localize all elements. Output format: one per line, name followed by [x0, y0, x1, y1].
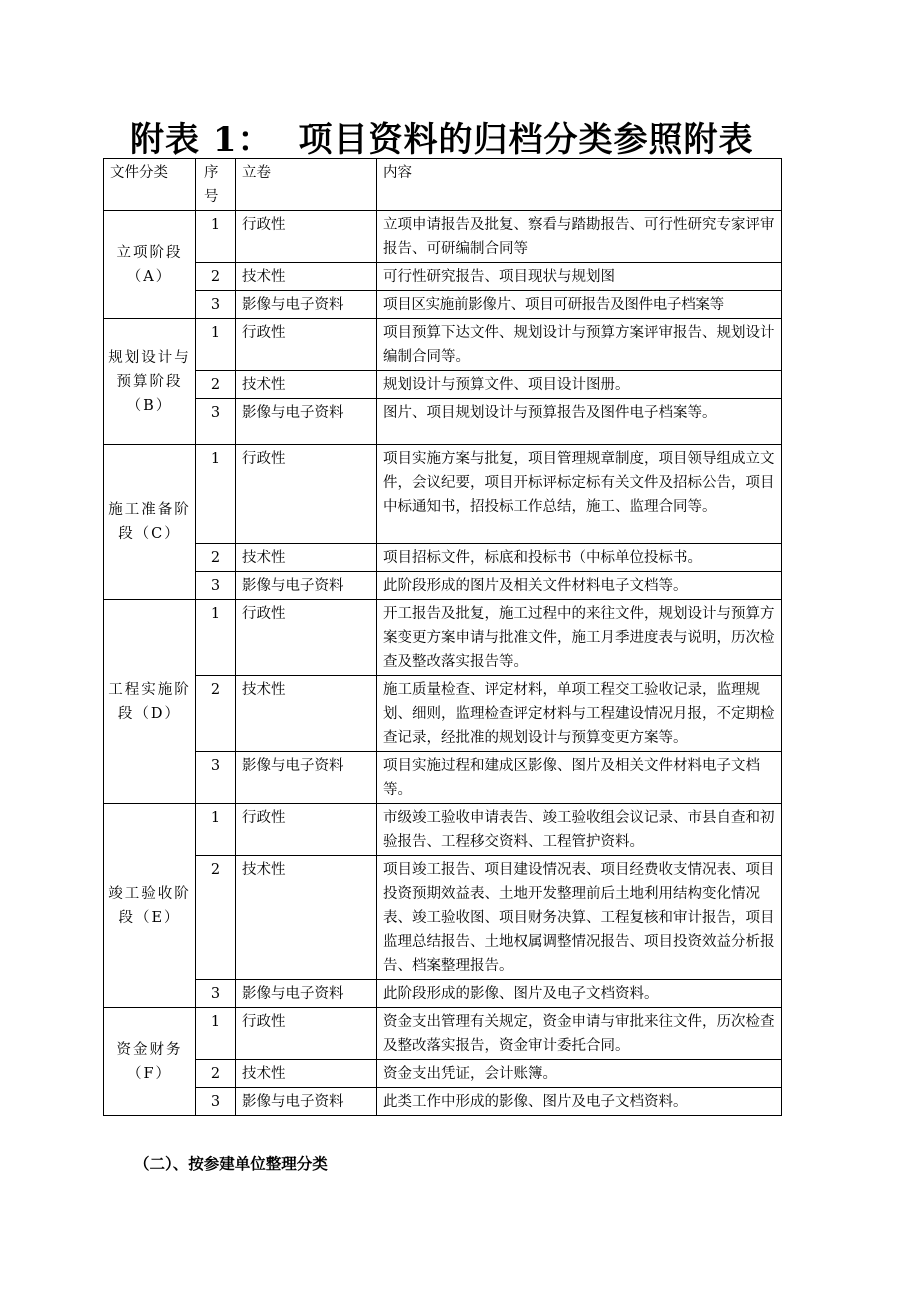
volume-cell: 行政性 — [236, 804, 377, 856]
table-row — [104, 445, 782, 544]
volume-cell: 技术性 — [236, 856, 377, 980]
volume-cell: 行政性 — [236, 445, 377, 544]
content-cell: 此阶段形成的图片及相关文件材料电子文档等。 — [377, 572, 782, 600]
content-cell: 规划设计与预算文件、项目设计图册。 — [377, 371, 782, 399]
content-cell: 开工报告及批复，施工过程中的来往文件，规划设计与预算方案变更方案申请与批准文件，施工月季进度表与说明，历次检查及整改落实报告等。 — [377, 600, 782, 676]
content-cell: 项目竣工报告、项目建设情况表、项目经费收支情况表、项目投资预期效益表、土地开发整理前后土地利用结构变化情况表、竣工验收图、项目财务决算、工程复核和审计报告，项目监理总结报告、土地权属调整情况报告、项目投资效益分析报告、档案整理报告。 — [377, 856, 782, 980]
table-row — [104, 1088, 782, 1116]
table-row — [104, 676, 782, 752]
volume-cell: 技术性 — [236, 371, 377, 399]
seq-cell: 3 — [196, 399, 236, 445]
table-row — [104, 399, 782, 445]
seq-cell: 3 — [196, 752, 236, 804]
table-row — [104, 1060, 782, 1088]
seq-cell: 1 — [196, 600, 236, 676]
page-title — [130, 112, 754, 161]
volume-cell: 影像与电子资料 — [236, 291, 377, 319]
table-row — [104, 291, 782, 319]
seq-cell: 2 — [196, 371, 236, 399]
volume-cell: 影像与电子资料 — [236, 752, 377, 804]
content-cell: 项目实施方案与批复，项目管理规章制度，项目领导组成立文件，会议纪要，项目开标评标定标有关文件及招标公告，项目中标通知书，招投标工作总结，施工、监理合同等。 — [377, 445, 782, 544]
header-volume: 立卷 — [236, 159, 377, 211]
title-text: 项目资料的归档分类参照附表 — [298, 120, 754, 160]
seq-cell: 2 — [196, 1060, 236, 1088]
stage-cell: 竣工验收阶段（E） — [104, 804, 196, 1008]
table-row — [104, 752, 782, 804]
stage-cell: 施工准备阶段（C） — [104, 445, 196, 600]
table-row — [104, 211, 782, 263]
seq-cell: 3 — [196, 980, 236, 1008]
volume-cell: 影像与电子资料 — [236, 399, 377, 445]
seq-cell: 1 — [196, 319, 236, 371]
table-header-row — [104, 159, 782, 211]
table-row — [104, 804, 782, 856]
volume-cell: 行政性 — [236, 319, 377, 371]
volume-cell: 技术性 — [236, 544, 377, 572]
section-heading: （二）、按参建单位整理分类 — [134, 1154, 328, 1173]
stage-cell: 资金财务（F） — [104, 1008, 196, 1116]
content-cell: 资金支出管理有关规定，资金申请与审批来往文件，历次检查及整改落实报告，资金审计委托合同。 — [377, 1008, 782, 1060]
seq-cell: 2 — [196, 676, 236, 752]
content-cell: 此阶段形成的影像、图片及电子文档资料。 — [377, 980, 782, 1008]
content-cell: 项目区实施前影像片、项目可研报告及图件电子档案等 — [377, 291, 782, 319]
table-row — [104, 544, 782, 572]
table-row — [104, 371, 782, 399]
header-seq: 序号 — [196, 159, 236, 211]
seq-cell: 2 — [196, 263, 236, 291]
volume-cell: 技术性 — [236, 263, 377, 291]
archive-classification-table — [103, 158, 782, 1116]
content-cell: 市级竣工验收申请表告、竣工验收组会议记录、市县自查和初验报告、工程移交资料、工程管护资料。 — [377, 804, 782, 856]
seq-cell: 2 — [196, 856, 236, 980]
seq-cell: 3 — [196, 291, 236, 319]
volume-cell: 行政性 — [236, 600, 377, 676]
table-row — [104, 263, 782, 291]
header-category: 文件分类 — [104, 159, 196, 211]
content-cell: 项目预算下达文件、规划设计与预算方案评审报告、规划设计编制合同等。 — [377, 319, 782, 371]
content-cell: 项目招标文件，标底和投标书（中标单位投标书。 — [377, 544, 782, 572]
title-label: 附表 1： — [130, 120, 273, 160]
table-row — [104, 980, 782, 1008]
seq-cell: 3 — [196, 572, 236, 600]
table-row — [104, 319, 782, 371]
table-row — [104, 600, 782, 676]
stage-cell: 立项阶段（A） — [104, 211, 196, 319]
content-cell: 此类工作中形成的影像、图片及电子文档资料。 — [377, 1088, 782, 1116]
table-row — [104, 1008, 782, 1060]
seq-cell: 1 — [196, 804, 236, 856]
volume-cell: 技术性 — [236, 676, 377, 752]
content-cell: 图片、项目规划设计与预算报告及图件电子档案等。 — [377, 399, 782, 445]
table-row — [104, 572, 782, 600]
volume-cell: 技术性 — [236, 1060, 377, 1088]
volume-cell: 行政性 — [236, 211, 377, 263]
volume-cell: 影像与电子资料 — [236, 1088, 377, 1116]
volume-cell: 行政性 — [236, 1008, 377, 1060]
content-cell: 资金支出凭证，会计账簿。 — [377, 1060, 782, 1088]
content-cell: 项目实施过程和建成区影像、图片及相关文件材料电子文档等。 — [377, 752, 782, 804]
seq-cell: 2 — [196, 544, 236, 572]
content-cell: 施工质量检查、评定材料，单项工程交工验收记录，监理规划、细则，监理检查评定材料与工程建设情况月报，不定期检查记录，经批准的规划设计与预算变更方案等。 — [377, 676, 782, 752]
seq-cell: 3 — [196, 1088, 236, 1116]
volume-cell: 影像与电子资料 — [236, 572, 377, 600]
stage-cell: 规划设计与预算阶段（B） — [104, 319, 196, 445]
table-row — [104, 856, 782, 980]
volume-cell: 影像与电子资料 — [236, 980, 377, 1008]
stage-cell: 工程实施阶段（D） — [104, 600, 196, 804]
content-cell: 可行性研究报告、项目现状与规划图 — [377, 263, 782, 291]
seq-cell: 1 — [196, 445, 236, 544]
header-content: 内容 — [377, 159, 782, 211]
seq-cell: 1 — [196, 1008, 236, 1060]
content-cell: 立项申请报告及批复、察看与踏勘报告、可行性研究专家评审报告、可研编制合同等 — [377, 211, 782, 263]
seq-cell: 1 — [196, 211, 236, 263]
